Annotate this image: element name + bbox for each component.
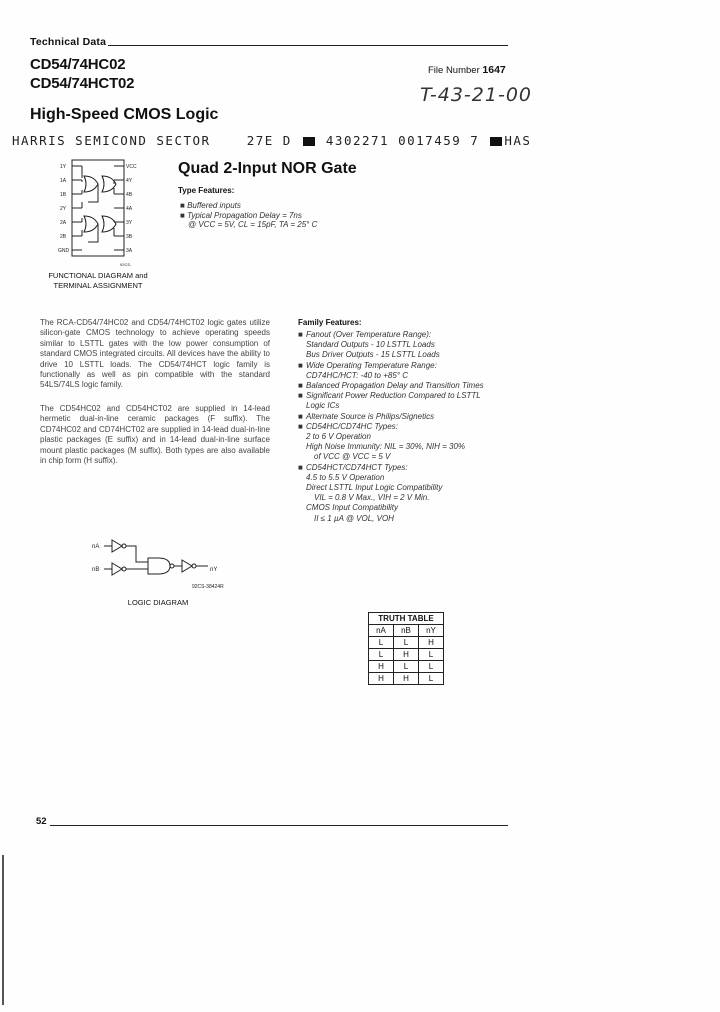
family-features-list xyxy=(298,330,498,524)
pin-right-label: 4Y xyxy=(126,178,133,184)
pin-left-label: 1Y xyxy=(60,164,67,170)
left-pin-leads xyxy=(72,166,82,250)
nor-gate-1 xyxy=(84,176,98,192)
family-feature: ■ CD54HCT/CD74HCT Types: xyxy=(298,462,408,472)
family-feature: ■ Significant Power Reduction Compared to LSTTL Logic ICs xyxy=(298,391,481,411)
table-row xyxy=(369,637,444,649)
column-header: nA xyxy=(369,625,394,637)
file-number xyxy=(428,64,506,76)
family-feature-sub: VIL = 0.8 V Max., VIH = 2 V Min. xyxy=(314,493,430,503)
family-feature-sub: Bus Driver Outputs - 15 LSTTL Loads xyxy=(306,350,440,360)
family-feature-sub: CD74HC/HCT: -40 to +85° C xyxy=(306,370,408,380)
pin-left-label: GND xyxy=(58,248,70,254)
caption-line: FUNCTIONAL DIAGRAM and xyxy=(48,271,148,280)
pin-left-label: 2Y xyxy=(60,206,67,212)
table-cell: L xyxy=(419,649,444,661)
column-header: nY xyxy=(419,625,444,637)
header-rule xyxy=(108,45,508,46)
family-feature-sub: Standard Outputs - 10 LSTTL Loads xyxy=(306,340,435,350)
pin-right-label: 3Y xyxy=(126,220,133,226)
stamp-suffix: HAS xyxy=(504,133,532,148)
logic-input-a-label: nA xyxy=(92,544,100,550)
stamp-line xyxy=(12,133,531,148)
table-cell: L xyxy=(419,661,444,673)
stamp-company: HARRIS SEMICOND SECTOR xyxy=(12,133,211,148)
device-title: Quad 2-Input NOR Gate xyxy=(178,160,357,177)
functional-diagram xyxy=(58,158,140,268)
table-cell: L xyxy=(419,673,444,685)
truth-table-title: TRUTH TABLE xyxy=(369,613,444,625)
logic-input-b-label: nB xyxy=(92,567,100,573)
pin-left-label: 1A xyxy=(60,178,67,184)
pin-right-label: VCC xyxy=(126,164,137,170)
pin-left-label: 1B xyxy=(60,192,67,198)
nor-gate-3 xyxy=(84,216,98,232)
family-feature: ■ Balanced Propagation Delay and Transition Times xyxy=(298,381,484,391)
nand-gate xyxy=(148,558,170,574)
series-title: High-Speed CMOS Logic xyxy=(30,106,219,123)
table-cell: H xyxy=(369,661,394,673)
family-feature: ■ Alternate Source is Philips/Signetics xyxy=(298,411,435,421)
truth-table-header xyxy=(369,625,444,637)
family-features-title: Family Features: xyxy=(298,318,362,327)
family-feature-sub: High Noise Immunity: NIL = 30%, NIH = 30% xyxy=(306,442,466,452)
pin-right-label: 4A xyxy=(126,206,133,212)
table-cell: H xyxy=(369,673,394,685)
family-feature-sub: 4.5 to 5.5 V Operation xyxy=(306,472,385,482)
description-para-2: The CD54HC02 and CD54HCT02 are supplied in 14-lead hermetic dual-in-line ceramic packages (F suffix). The CD74HC02 and CD74HCT02 are supplied in 14-lead dual-in-line plastic packages (E suffix) and in 14-lead dual-in-line surface mount plastic packages (M suffix). Both types are also available in chip form (H suffix). xyxy=(40,404,270,466)
diagram-id: 92CS- xyxy=(120,262,132,267)
pin-right-label: 4B xyxy=(126,192,133,198)
input-b-buffer xyxy=(112,563,122,575)
handwritten-code: T-43-21-00 xyxy=(420,84,532,106)
input-a-route xyxy=(126,546,148,562)
nand-bubble xyxy=(170,564,174,568)
part-number-hc: CD54/74HC02 xyxy=(30,56,126,73)
right-pin-leads xyxy=(114,166,124,250)
table-cell: L xyxy=(394,661,419,673)
file-number-value: 1647 xyxy=(482,64,506,76)
pin-left-label: 2A xyxy=(60,220,67,226)
family-feature-sub: Direct LSTTL Input Logic Compatibility xyxy=(306,483,443,493)
functional-diagram-caption xyxy=(36,271,160,291)
family-feature: ■ CD54HC/CD74HC Types: xyxy=(298,421,398,431)
family-feature-sub: of VCC @ VCC = 5 V xyxy=(314,452,391,462)
table-cell: L xyxy=(394,637,419,649)
scan-edge xyxy=(2,855,4,1005)
family-feature-sub: 2 to 6 V Operation xyxy=(306,432,371,442)
footer-rule xyxy=(50,825,508,826)
type-feature: ■ Buffered inputs xyxy=(180,201,241,210)
table-cell: H xyxy=(394,649,419,661)
input-a-buffer xyxy=(112,540,122,552)
stamp-serial: 4302271 0017459 7 xyxy=(325,133,480,148)
logic-diagram xyxy=(88,532,238,594)
table-cell: H xyxy=(394,673,419,685)
truth-table xyxy=(368,612,444,685)
pin-right-label: 3B xyxy=(126,234,133,240)
file-number-label: File Number xyxy=(428,65,480,76)
type-features-list xyxy=(180,201,317,230)
part-number-hct: CD54/74HCT02 xyxy=(30,75,135,92)
logic-output-label: nY xyxy=(210,567,218,573)
family-feature-sub: II ≤ 1 µA @ VOL, VOH xyxy=(314,513,394,523)
type-features-label: Type Features: xyxy=(178,186,235,195)
table-row xyxy=(369,661,444,673)
caption-line: TERMINAL ASSIGNMENT xyxy=(53,281,143,290)
logic-diagram-caption: LOGIC DIAGRAM xyxy=(127,598,189,607)
stamp-code: 27E D xyxy=(246,133,292,148)
table-cell: L xyxy=(369,649,394,661)
description-para-1: The RCA-CD54/74HC02 and CD54/74HCT02 logic gates utilize silicon-gate CMOS technology to achieve operating speeds similar to LSTTL gates with the low power consumption of standard CMOS integrated circuits. All devices have the ability to drive 10 LSTTL loads. The CD54/74HCT logic family is functionally as well as pin compatible with the standard 54LS/74LS logic family. xyxy=(40,318,270,390)
table-cell: H xyxy=(419,637,444,649)
column-header: nB xyxy=(394,625,419,637)
output-buffer xyxy=(182,560,192,572)
type-feature: ■ Typical Propagation Delay = 7ns xyxy=(180,210,302,220)
type-feature: @ VCC = 5V, CL = 15pF, TA = 25° C xyxy=(188,220,318,229)
logic-diagram-id: 92CS-38424R xyxy=(192,584,224,590)
family-feature-sub: CMOS Input Compatibility xyxy=(306,503,399,513)
family-feature: ■ Fanout (Over Temperature Range): xyxy=(298,330,432,339)
family-feature: ■ Wide Operating Temperature Range: xyxy=(298,360,437,370)
pin-right-label: 3A xyxy=(126,248,133,254)
table-cell: L xyxy=(369,637,394,649)
table-row xyxy=(369,649,444,661)
stamp-block xyxy=(303,137,315,146)
pin-left-label: 2B xyxy=(60,234,67,240)
page-number: 52 xyxy=(36,816,47,827)
table-row xyxy=(369,673,444,685)
stamp-block xyxy=(490,137,502,146)
doc-label: Technical Data xyxy=(30,36,107,48)
